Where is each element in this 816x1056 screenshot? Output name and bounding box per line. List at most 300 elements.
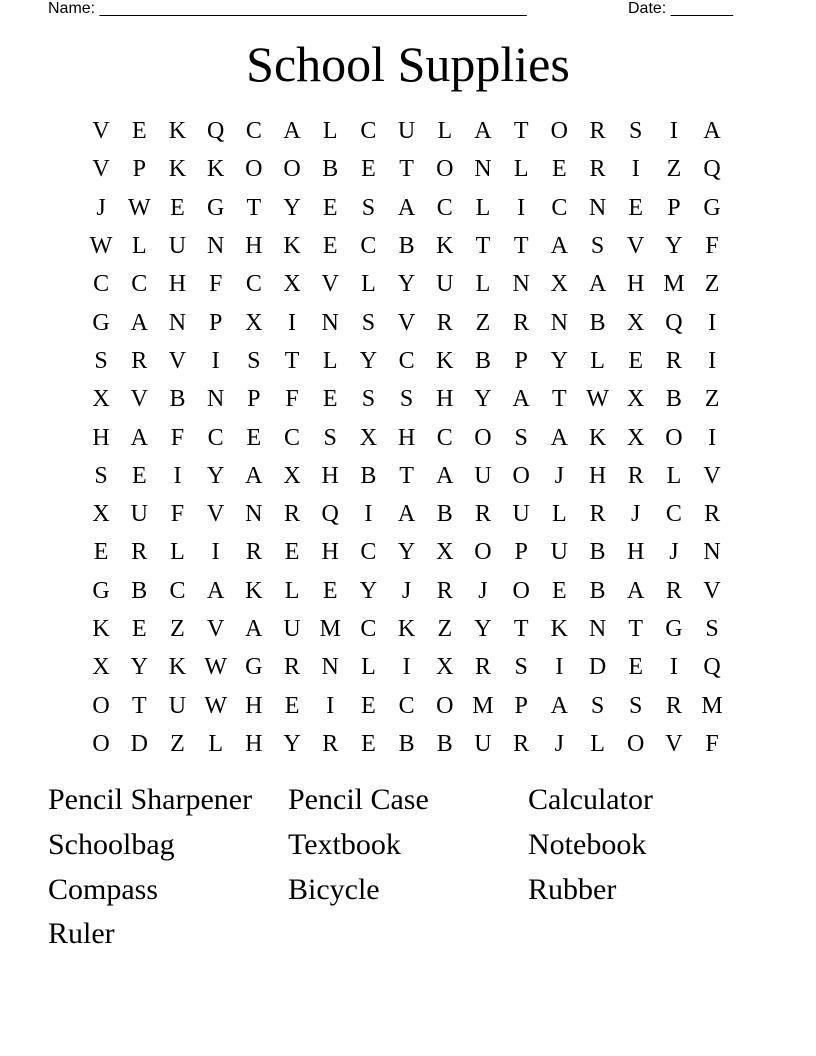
grid-cell: H [92, 424, 110, 451]
grid-cell: E [628, 194, 644, 221]
grid-cell: C [436, 424, 453, 451]
grid-cell: I [211, 347, 220, 374]
grid-cell: Z [170, 730, 185, 757]
grid-cell: P [514, 539, 528, 566]
grid-cell: N [206, 233, 225, 260]
grid-row [82, 572, 732, 610]
grid-cell: I [326, 692, 335, 719]
grid-cell: B [665, 386, 682, 413]
grid-cell: W [204, 654, 227, 681]
grid-cell: F [170, 501, 185, 528]
grid-cell: B [589, 309, 606, 336]
grid-cell: N [206, 386, 225, 413]
grid-cell: C [245, 271, 262, 298]
grid-cell: C [436, 194, 453, 221]
grid-cell: H [397, 424, 416, 451]
grid-cell: W [204, 692, 227, 719]
grid-cell: L [361, 271, 376, 298]
grid-row [82, 265, 732, 303]
grid-cell: V [168, 347, 187, 374]
grid-cell: B [436, 730, 453, 757]
grid-cell: A [130, 424, 148, 451]
grid-cell: R [513, 730, 530, 757]
grid-cell: R [627, 462, 644, 489]
grid-cell: O [245, 156, 263, 183]
grid-row [82, 686, 732, 724]
grid-cell: L [437, 118, 453, 145]
grid-cell: V [92, 118, 110, 145]
grid-cell: P [208, 309, 223, 336]
grid-cell: R [245, 539, 262, 566]
grid-cell: S [323, 424, 337, 451]
grid-cell: T [552, 386, 567, 413]
grid-cell: O [512, 462, 530, 489]
grid-cell: Z [170, 616, 185, 642]
grid-cell: K [245, 577, 263, 604]
grid-cell: C [360, 616, 377, 642]
grid-row [82, 495, 732, 533]
grid-cell: L [552, 501, 567, 528]
grid-cell: Q [703, 654, 721, 681]
grid-cell: N [550, 309, 569, 336]
grid-cell: E [93, 539, 109, 566]
grid-cell: A [436, 462, 454, 489]
grid-cell: A [588, 271, 607, 298]
grid-cell: O [436, 156, 454, 183]
grid-cell: V [703, 462, 721, 489]
grid-cell: Z [704, 386, 720, 413]
grid-cell: Y [206, 462, 225, 489]
grid-cell: H [436, 386, 454, 413]
grid-cell: O [512, 577, 530, 604]
grid-row [82, 418, 732, 456]
grid-cell: L [322, 347, 338, 374]
grid-cell: I [288, 309, 297, 336]
grid-cell: E [361, 692, 376, 719]
grid-cell: E [131, 462, 147, 489]
grid-cell: A [550, 424, 569, 451]
word-list [48, 778, 768, 957]
grid-cell: N [474, 156, 492, 183]
grid-cell: R [474, 501, 491, 528]
grid-cell: C [207, 424, 224, 451]
grid-cell: B [398, 233, 415, 260]
grid-cell: J [669, 539, 679, 566]
grid-cell: X [92, 654, 110, 681]
grid-cell: K [168, 654, 187, 681]
grid-cell: A [245, 462, 263, 489]
grid-row [82, 342, 732, 380]
grid-cell: S [705, 616, 719, 642]
grid-cell: B [131, 577, 148, 604]
grid-cell: X [245, 309, 263, 336]
grid-cell: C [360, 118, 377, 145]
word-item: Pencil Sharpener [48, 783, 253, 816]
grid-cell: I [211, 539, 220, 566]
grid-cell: R [131, 539, 148, 566]
grid-cell: Y [474, 386, 492, 413]
grid-cell: Z [704, 271, 720, 298]
grid-cell: P [247, 386, 261, 413]
grid-cell: V [627, 233, 645, 260]
grid-cell: C [360, 233, 377, 260]
grid-cell: S [514, 654, 528, 681]
grid-cell: U [474, 462, 492, 489]
grid-cell: S [514, 424, 528, 451]
grid-cell: T [399, 156, 414, 183]
grid-cell: M [663, 271, 685, 298]
grid-cell: F [705, 233, 719, 260]
grid-cell: S [361, 194, 376, 221]
grid-row [82, 725, 732, 763]
grid-cell: O [627, 730, 645, 757]
grid-cell: U [550, 539, 569, 566]
grid-cell: R [436, 309, 453, 336]
grid-cell: Y [130, 654, 148, 681]
grid-cell: G [92, 309, 110, 336]
grid-cell: L [513, 156, 529, 183]
grid-cell: A [627, 577, 645, 604]
grid-cell: N [168, 309, 187, 336]
grid-cell: Z [666, 156, 682, 183]
grid-cell: B [169, 386, 186, 413]
grid-cell: E [322, 194, 338, 221]
word-item: Pencil Case [288, 783, 429, 816]
grid-cell: I [631, 156, 640, 183]
grid-cell: K [397, 616, 416, 642]
grid-cell: E [284, 539, 300, 566]
grid-cell: F [170, 424, 185, 451]
grid-cell: T [513, 118, 529, 145]
grid-cell: V [206, 616, 225, 642]
grid-cell: T [475, 233, 491, 260]
grid-cell: G [665, 616, 683, 642]
word-item: Ruler [48, 917, 115, 951]
grid-cell: S [399, 386, 414, 413]
grid-cell: Y [359, 577, 378, 604]
grid-cell: S [94, 347, 108, 374]
grid-cell: B [474, 347, 491, 374]
grid-cell: F [285, 386, 299, 413]
word-item: Schoolbag [48, 827, 175, 861]
grid-cell: E [628, 347, 644, 374]
grid-cell: K [436, 233, 454, 260]
grid-cell: R [589, 156, 606, 183]
grid-cell: U [283, 616, 301, 642]
grid-cell: X [359, 424, 378, 451]
grid-cell: R [284, 501, 301, 528]
grid-cell: V [130, 386, 148, 413]
grid-cell: N [321, 654, 339, 681]
grid-cell: V [397, 309, 416, 336]
grid-cell: A [474, 118, 492, 145]
grid-cell: E [322, 577, 338, 604]
grid-cell: U [512, 501, 530, 528]
grid-cell: L [590, 730, 605, 757]
grid-cell: B [398, 730, 415, 757]
grid-cell: X [92, 501, 110, 528]
grid-cell: W [89, 233, 113, 260]
grid-cell: S [629, 118, 643, 145]
grid-cell: O [92, 730, 110, 757]
header-row [48, 0, 748, 18]
grid-cell: V [703, 577, 721, 604]
grid-cell: R [322, 730, 339, 757]
grid-cell: A [550, 692, 569, 719]
word-item: Calculator [528, 783, 653, 816]
grid-cell: Z [475, 309, 491, 336]
grid-cell: C [131, 271, 148, 298]
grid-cell: T [399, 462, 414, 489]
grid-cell: O [92, 692, 110, 719]
grid-cell: O [474, 539, 492, 566]
grid-cell: C [169, 577, 186, 604]
grid-cell: Q [665, 309, 683, 336]
grid-cell: I [708, 309, 717, 336]
grid-cell: W [586, 386, 609, 413]
grid-cell: E [131, 616, 147, 642]
grid-cell: L [322, 118, 338, 145]
grid-cell: E [322, 386, 338, 413]
grid-cell: N [321, 309, 339, 336]
grid-cell: I [708, 424, 717, 451]
grid-cell: I [173, 462, 182, 489]
grid-cell: K [168, 156, 187, 183]
grid-cell: X [436, 654, 454, 681]
grid-cell: R [284, 654, 301, 681]
grid-cell: I [402, 654, 411, 681]
grid-cell: S [629, 692, 643, 719]
grid-cell: A [550, 233, 569, 260]
grid-cell: P [514, 347, 528, 374]
grid-cell: N [588, 194, 607, 221]
grid-cell: I [517, 194, 526, 221]
grid-cell: Y [665, 233, 683, 260]
grid-cell: K [550, 616, 569, 642]
grid-cell: S [94, 462, 108, 489]
grid-cell: A [397, 501, 416, 528]
grid-cell: X [283, 462, 301, 489]
grid-cell: T [284, 347, 300, 374]
grid-cell: Y [474, 616, 492, 642]
grid-cell: K [168, 118, 187, 145]
grid-row [82, 457, 732, 495]
grid-cell: E [361, 730, 376, 757]
grid-cell: M [319, 616, 341, 642]
grid-cell: P [514, 692, 528, 719]
grid-cell: L [666, 462, 682, 489]
date-field: Date: _______ [628, 0, 733, 17]
grid-cell: B [322, 156, 339, 183]
grid-cell: T [246, 194, 262, 221]
grid-cell: J [478, 577, 488, 604]
grid-cell: A [206, 577, 225, 604]
grid-cell: X [627, 309, 645, 336]
page-title: School Supplies [246, 36, 570, 92]
grid-cell: A [283, 118, 301, 145]
grid-row [82, 112, 732, 150]
grid-cell: E [170, 194, 185, 221]
grid-cell: A [703, 118, 721, 145]
grid-cell: L [361, 654, 376, 681]
grid-cell: S [361, 309, 376, 336]
grid-cell: O [436, 692, 454, 719]
grid-cell: Q [703, 156, 721, 183]
grid-cell: U [168, 692, 187, 719]
grid-cell: E [284, 692, 300, 719]
grid-cell: N [588, 616, 607, 642]
grid-cell: Y [397, 271, 416, 298]
grid-cell: G [703, 194, 721, 221]
grid-cell: H [168, 271, 187, 298]
grid-cell: R [436, 577, 453, 604]
grid-cell: J [96, 194, 106, 221]
grid-cell: C [665, 501, 682, 528]
grid-cell: C [398, 347, 415, 374]
grid-row [82, 648, 732, 686]
grid-cell: Y [359, 347, 378, 374]
word-item: Rubber [528, 872, 617, 906]
grid-cell: V [92, 156, 110, 183]
grid-cell: F [208, 271, 223, 298]
grid-cell: R [665, 347, 682, 374]
grid-cell: R [513, 309, 530, 336]
grid-cell: X [550, 271, 569, 298]
grid-cell: E [552, 577, 567, 604]
word-item: Bicycle [288, 872, 380, 906]
grid-cell: K [588, 424, 607, 451]
word-item: Notebook [528, 827, 647, 861]
grid-cell: L [131, 233, 147, 260]
grid-cell: Y [397, 539, 416, 566]
grid-cell: G [92, 577, 110, 604]
grid-cell: J [401, 577, 412, 604]
grid-cell: K [206, 156, 225, 183]
grid-cell: S [590, 692, 605, 719]
grid-cell: U [397, 118, 416, 145]
grid-cell: E [322, 233, 338, 260]
grid-cell: Z [437, 616, 453, 642]
grid-cell: G [245, 654, 263, 681]
grid-cell: X [627, 424, 645, 451]
grid-cell: B [436, 501, 453, 528]
grid-cell: V [321, 271, 339, 298]
grid-cell: N [703, 539, 721, 566]
grid-cell: I [364, 501, 373, 528]
grid-cell: P [667, 194, 681, 221]
grid-row [82, 533, 732, 571]
grid-cell: B [589, 577, 606, 604]
grid-cell: J [554, 462, 565, 489]
grid-cell: Y [550, 347, 569, 374]
grid-row [82, 610, 732, 648]
grid-cell: H [245, 730, 263, 757]
grid-cell: V [206, 501, 225, 528]
grid-cell: V [665, 730, 683, 757]
grid-row [82, 189, 732, 227]
grid-cell: P [132, 156, 146, 183]
grid-cell: X [436, 539, 454, 566]
grid-cell: O [474, 424, 492, 451]
grid-cell: G [206, 194, 225, 221]
grid-cell: L [284, 577, 300, 604]
grid-row [82, 303, 732, 341]
grid-cell: L [170, 539, 185, 566]
grid-cell: U [474, 730, 492, 757]
grid-cell: O [665, 424, 683, 451]
grid-cell: U [130, 501, 148, 528]
grid-cell: A [245, 616, 263, 642]
grid-cell: K [283, 233, 301, 260]
grid-cell: R [704, 501, 721, 528]
grid-cell: H [627, 271, 645, 298]
grid-cell: A [512, 386, 530, 413]
grid-cell: L [475, 271, 491, 298]
grid-cell: A [130, 309, 148, 336]
grid-cell: J [631, 501, 641, 528]
grid-cell: X [283, 271, 301, 298]
grid-cell: H [245, 233, 263, 260]
word-item: Compass [48, 872, 159, 906]
grid-cell: S [247, 347, 261, 374]
grid-row [82, 227, 732, 265]
grid-cell: R [474, 654, 491, 681]
grid-cell: T [131, 692, 147, 719]
grid-cell: X [92, 386, 110, 413]
grid-cell: U [436, 271, 454, 298]
grid-cell: E [361, 156, 376, 183]
grid-cell: R [665, 692, 682, 719]
grid-cell: Y [283, 194, 301, 221]
grid-cell: N [512, 271, 530, 298]
grid-cell: K [92, 616, 110, 642]
grid-cell: C [360, 539, 377, 566]
grid-cell: T [628, 616, 644, 642]
grid-cell: C [245, 118, 262, 145]
grid-cell: Q [206, 118, 225, 145]
grid-cell: E [628, 654, 644, 681]
grid-cell: H [321, 539, 339, 566]
grid-cell: X [627, 386, 645, 413]
grid-cell: C [93, 271, 110, 298]
grid-cell: W [127, 194, 151, 221]
grid-cell: H [321, 462, 339, 489]
grid-cell: T [513, 616, 529, 642]
name-field: Name: ________________________________________________ [48, 0, 527, 17]
grid-cell: K [436, 347, 454, 374]
grid-cell: R [131, 347, 148, 374]
grid-cell: D [588, 654, 607, 681]
grid-cell: M [472, 692, 494, 719]
grid-cell: F [705, 730, 719, 757]
letter-grid [82, 112, 732, 763]
grid-cell: O [283, 156, 301, 183]
grid-cell: C [284, 424, 301, 451]
grid-cell: O [550, 118, 569, 145]
grid-cell: D [130, 730, 148, 757]
grid-cell: B [589, 539, 606, 566]
grid-cell: I [555, 654, 564, 681]
grid-cell: H [245, 692, 263, 719]
grid-cell: B [360, 462, 377, 489]
grid-cell: N [245, 501, 263, 528]
grid-cell: Y [283, 730, 301, 757]
grid-cell: E [552, 156, 567, 183]
grid-cell: E [131, 118, 147, 145]
grid-row [82, 150, 732, 188]
grid-cell: L [208, 730, 223, 757]
grid-cell: A [397, 194, 416, 221]
